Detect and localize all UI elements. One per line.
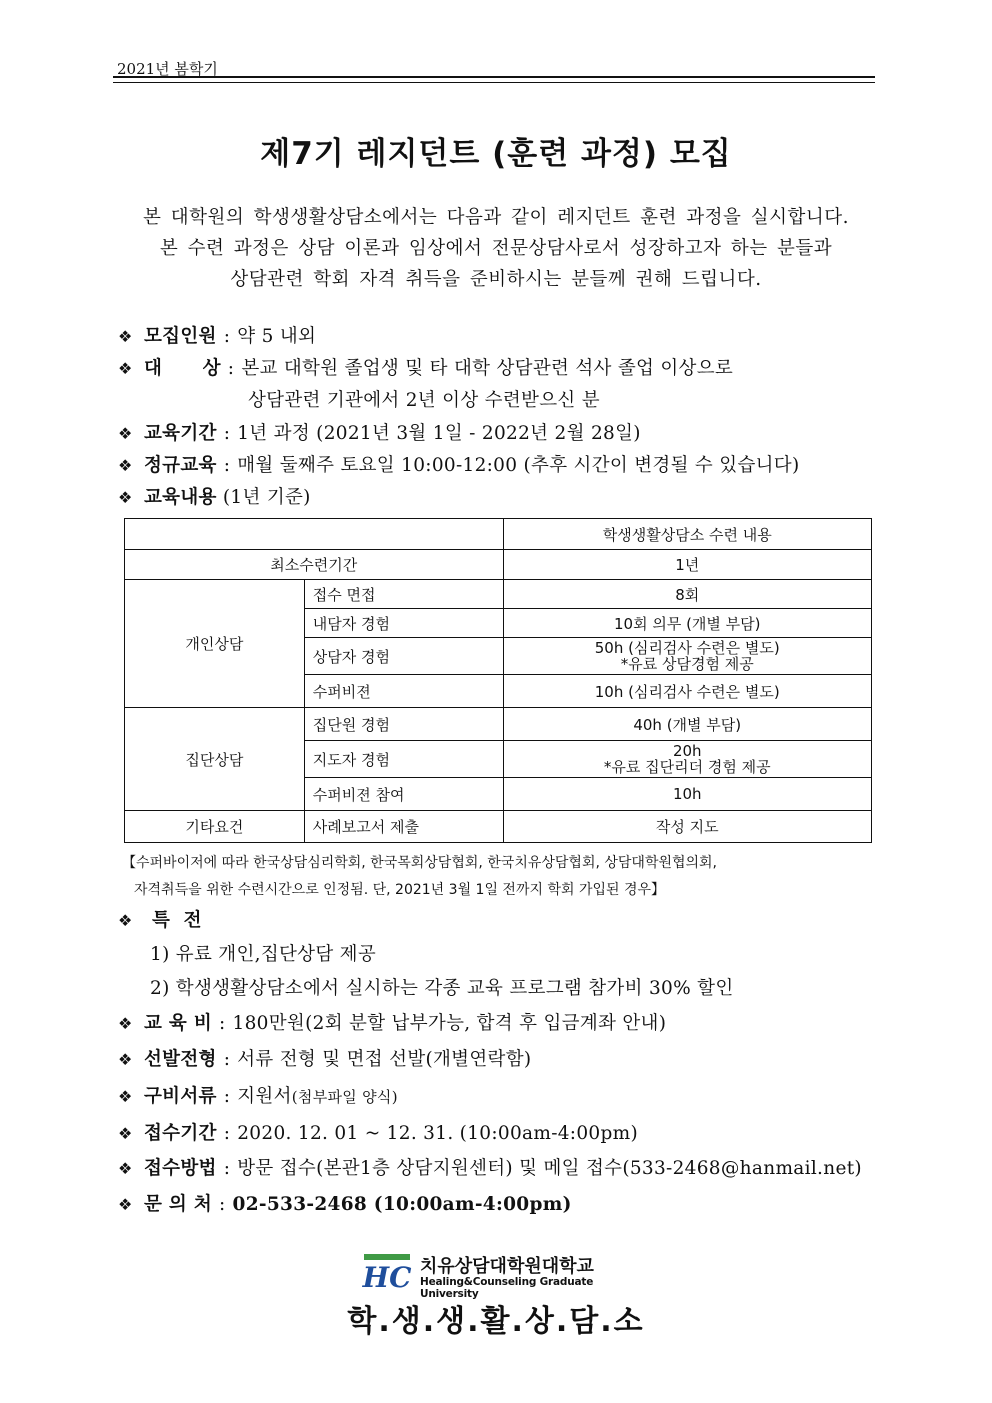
item-label: 특 전 (152, 910, 202, 931)
table-item: 지도자 경험 (304, 741, 503, 778)
item-benefits (118, 906, 202, 932)
item-value: 2020. 12. 01 ~ 12. 31. (10:00am-4:00pm) (237, 1123, 638, 1144)
table-note: 자격취득을 위한 수련시간으로 인정됨. 단, 2021년 3월 1일 전까지 학회 가입된 경우】 (134, 882, 666, 898)
table-item: 사례보고서 제출 (304, 811, 503, 843)
header-label: 2021년 봄학기 (117, 60, 218, 78)
table-item: 접수 면접 (304, 580, 503, 609)
item-label: 교육기간 (144, 423, 217, 444)
individual-group-label: 개인상담 (125, 580, 305, 708)
item-value: 본교 대학원 졸업생 및 타 대학 상담관련 석사 졸업 이상으로 (241, 358, 734, 379)
intro-line: 상담관련 학회 자격 취득을 준비하시는 분들께 권해 드립니다. (230, 269, 762, 290)
item-label: 모집인원 (144, 326, 217, 347)
bullet-mark: ❖ (118, 327, 133, 346)
table-value-line: 50h (심리검사 수련은 별도) (594, 639, 780, 657)
item-label: 문 의 처 (144, 1194, 212, 1215)
item-value: 02-533-2468 (10:00am-4:00pm) (232, 1194, 572, 1215)
colon: : (219, 1013, 226, 1034)
table-value-line: *유료 상담경험 제공 (620, 655, 754, 673)
table-value: 10h (503, 778, 872, 811)
table-value: 10회 의무 (개별 부담) (503, 609, 872, 638)
item-label: 대 상 (144, 358, 221, 379)
item-apply-period (118, 1119, 638, 1145)
min-period-value: 1년 (503, 550, 872, 580)
bullet-mark: ❖ (118, 1195, 133, 1214)
colon: : (227, 358, 235, 379)
footer-org-name: 학.생.생.활.상.담.소 (347, 1304, 645, 1339)
intro-line: 본 수련 과정은 상담 이론과 임상에서 전문상담사로서 성장하고자 하는 분들과 (159, 238, 833, 259)
item-label: 교 육 비 (144, 1013, 212, 1034)
item-value: 방문 접수(본관1층 상담지원센터) 및 메일 접수(533-2468@hanmail.net) (237, 1158, 862, 1179)
item-label: 정규교육 (144, 455, 217, 476)
item-contact (118, 1190, 572, 1216)
item-label: 선발전형 (144, 1049, 217, 1070)
item-target-continued: 상담관련 기관에서 2년 이상 수련받으신 분 (248, 390, 600, 411)
benefit-item: 2) 학생생활상담소에서 실시하는 각종 교육 프로그램 참가비 30% 할인 (150, 978, 734, 999)
item-documents (118, 1082, 398, 1108)
table-value-line: 20h (672, 742, 702, 760)
table-value: 작성 지도 (503, 811, 872, 843)
table-note: 【수퍼바이저에 따라 한국상담심리학회, 한국목회상담협회, 한국치유상담협회, 상담대학원협의회, (122, 855, 718, 871)
bullet-mark: ❖ (118, 424, 133, 443)
table-value: 10h (심리검사 수련은 별도) (503, 675, 872, 708)
table-value: 8회 (503, 580, 872, 609)
university-name-kor: 치유상담대학원대학교 (420, 1256, 594, 1277)
item-regular (118, 451, 800, 477)
bullet-mark: ❖ (118, 1124, 133, 1143)
table-empty-header (125, 519, 504, 550)
item-label: 접수기간 (144, 1123, 217, 1144)
item-value: 지원서 (237, 1086, 292, 1107)
table-value (503, 741, 872, 778)
colon: : (219, 1194, 226, 1215)
bullet-mark: ❖ (118, 1159, 133, 1178)
education-table (124, 518, 872, 843)
intro-line: 본 대학원의 학생생활상담소에서는 다음과 같이 레지던트 훈련 과정을 실시합니다. (142, 207, 850, 228)
logo-mark-text: HC (362, 1261, 412, 1292)
colon: : (223, 1086, 231, 1107)
item-value-small: (첨부파일 양식) (291, 1088, 398, 1106)
bullet-mark: ❖ (118, 1087, 133, 1106)
item-selection (118, 1045, 531, 1071)
table-value-line: *유료 집단리더 경험 제공 (603, 758, 771, 776)
bullet-mark: ❖ (118, 1014, 133, 1033)
item-apply-method (118, 1154, 862, 1180)
item-value: 1년 과정 (2021년 3월 1일 - 2022년 2월 28일) (237, 423, 641, 444)
bullet-mark: ❖ (118, 488, 133, 507)
group-group-label: 집단상담 (125, 708, 305, 811)
benefit-item: 1) 유료 개인,집단상담 제공 (150, 944, 377, 965)
bullet-mark: ❖ (118, 911, 133, 930)
item-fee (118, 1009, 666, 1035)
colon: : (223, 1123, 231, 1144)
item-recruit (118, 322, 316, 348)
university-name-eng: Healing&Counseling Graduate University (420, 1276, 594, 1300)
item-value: 서류 전형 및 면접 선발(개별연락함) (237, 1049, 532, 1070)
header-rule-thick (113, 76, 875, 78)
item-label: 접수방법 (144, 1158, 217, 1179)
item-target (118, 354, 733, 380)
table-item: 상담자 경험 (304, 638, 503, 675)
colon: : (223, 455, 231, 476)
header-rule-thin (113, 82, 875, 83)
colon: : (223, 423, 231, 444)
min-period-label: 최소수련기간 (125, 550, 504, 580)
item-value: (1년 기준) (222, 487, 311, 508)
item-label: 구비서류 (144, 1086, 217, 1107)
table-value: 40h (개별 부담) (503, 708, 872, 741)
item-value: 약 5 내외 (237, 326, 317, 347)
item-label: 교육내용 (144, 487, 217, 508)
colon: : (223, 326, 231, 347)
colon: : (223, 1158, 231, 1179)
item-value: 매월 둘째주 토요일 10:00-12:00 (추후 시간이 변경될 수 있습니다) (237, 455, 800, 476)
other-label: 기타요건 (125, 811, 305, 843)
bullet-mark: ❖ (118, 1050, 133, 1069)
bullet-mark: ❖ (118, 359, 133, 378)
table-value (503, 638, 872, 675)
colon: : (223, 1049, 231, 1070)
table-item: 수퍼비젼 참여 (304, 778, 503, 811)
university-logo (362, 1252, 632, 1300)
page-title: 제7기 레지던트 (훈련 과정) 모집 (260, 136, 732, 172)
table-item: 내담자 경험 (304, 609, 503, 638)
intro-paragraph (0, 202, 992, 295)
item-value: 180만원(2회 분할 납부가능, 합격 후 입금계좌 안내) (232, 1013, 667, 1034)
item-period (118, 419, 641, 445)
table-item: 집단원 경험 (304, 708, 503, 741)
bullet-mark: ❖ (118, 456, 133, 475)
item-content (118, 483, 311, 509)
table-item: 수퍼비젼 (304, 675, 503, 708)
table-header: 학생생활상담소 수련 내용 (503, 519, 872, 550)
hc-logo-mark-icon (362, 1252, 412, 1292)
